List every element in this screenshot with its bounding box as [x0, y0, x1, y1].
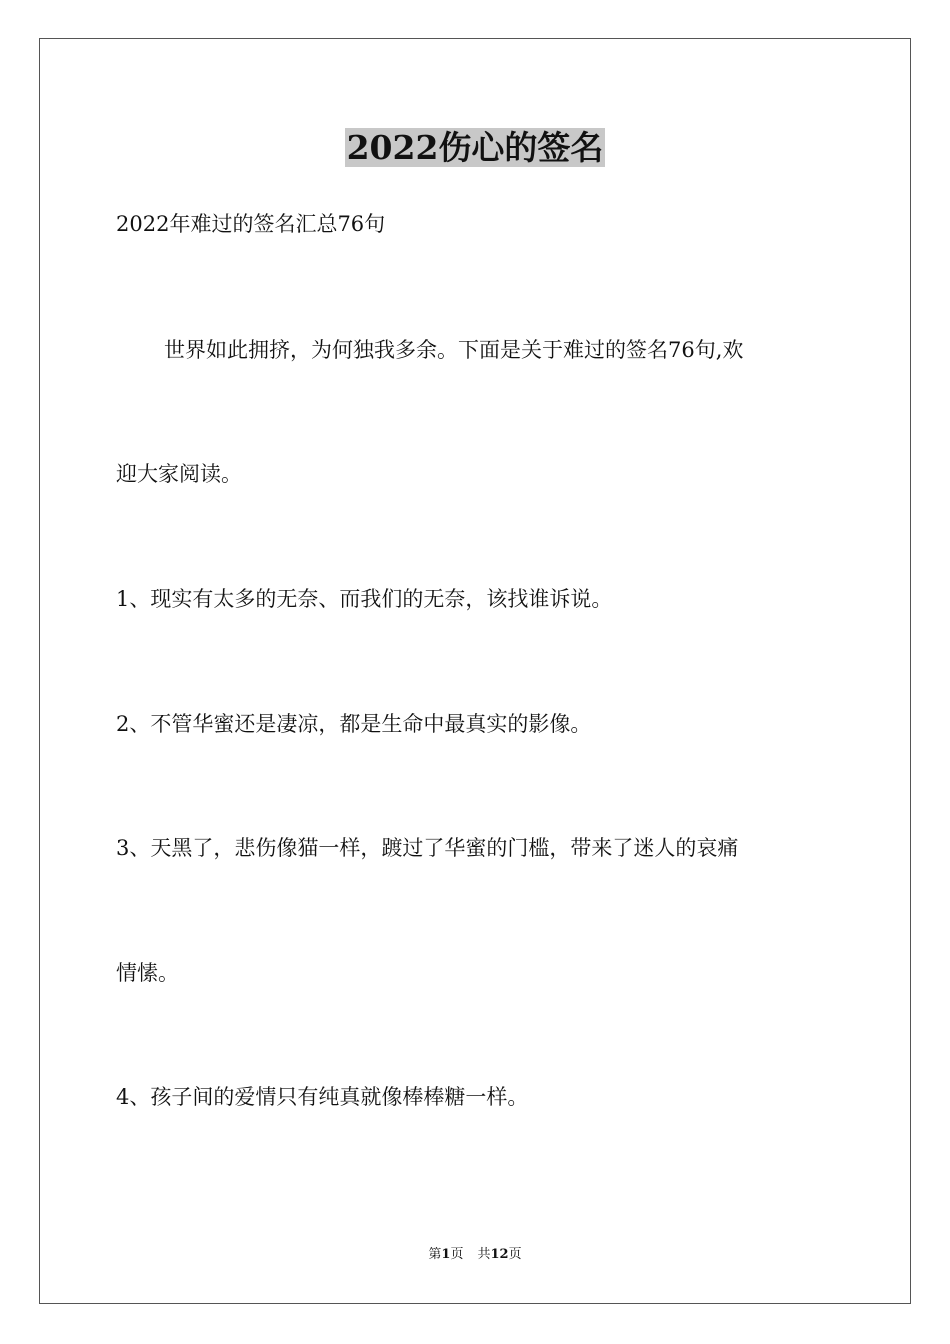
- list-item-4: 4、孩子间的爱情只有纯真就像棒棒糖一样。: [116, 1085, 529, 1109]
- intro-paragraph-line-1: 世界如此拥挤，为何独我多余。下面是关于难过的签名76句,欢: [164, 338, 744, 362]
- list-item-1: 1、现实有太多的无奈、而我们的无奈，该找谁诉说。: [116, 587, 613, 611]
- footer-total-suffix: 页: [508, 1247, 522, 1262]
- footer-page-suffix: 页: [450, 1247, 464, 1262]
- document-title-text: 2022伤心的签名: [346, 128, 604, 167]
- footer-total-prefix: 共: [477, 1247, 491, 1262]
- document-title: [0, 126, 950, 170]
- footer-page-total: 12: [490, 1247, 509, 1262]
- page-footer: [0, 1246, 950, 1264]
- list-item-3-line-1: 3、天黑了，悲伤像猫一样，踱过了华蜜的门槛，带来了迷人的哀痛: [116, 836, 739, 860]
- list-item-2: 2、不管华蜜还是凄凉，都是生命中最真实的影像。: [116, 712, 592, 736]
- list-item-3-line-2: 情愫。: [116, 961, 179, 985]
- footer-page-prefix: 第: [428, 1247, 442, 1262]
- document-subtitle: 2022年难过的签名汇总76句: [116, 212, 386, 236]
- intro-paragraph-line-2: 迎大家阅读。: [116, 462, 242, 486]
- footer-page-current: 1: [441, 1247, 451, 1262]
